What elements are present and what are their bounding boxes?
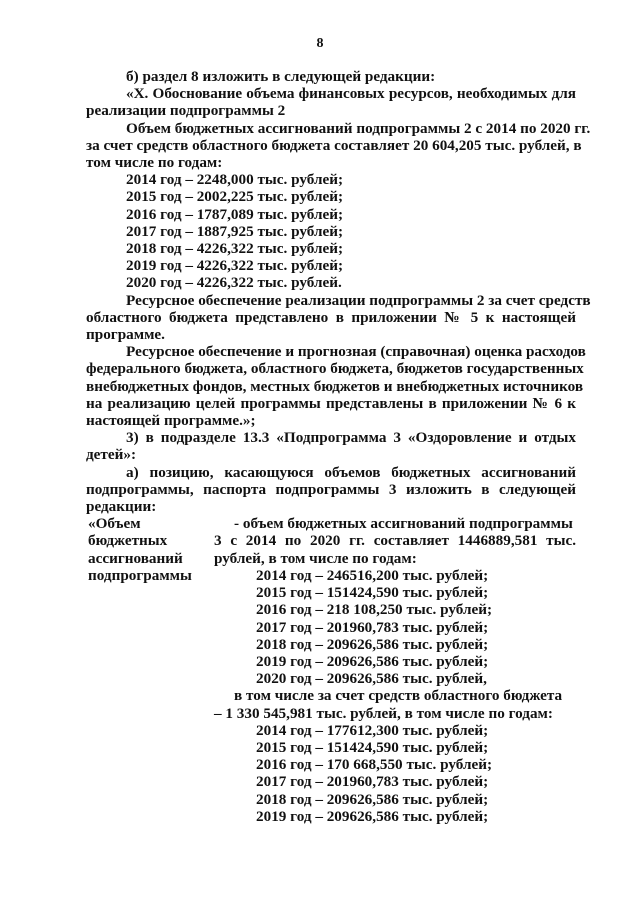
section-heading-line: «X. Обоснование объема финансовых ресурсов, необходимых для [126,85,576,103]
year-item: 2020 год – 209626,586 тыс. рублей, [256,670,487,688]
year-item: 2014 год – 246516,200 тыс. рублей; [256,566,489,584]
year-item: 2018 год – 209626,586 тыс. рублей; [256,790,489,808]
year-item: 2017 год – 201960,783 тыс. рублей; [256,773,489,791]
year-item: 2019 год – 209626,586 тыс. рублей; [256,652,489,670]
item-3 [86,429,576,463]
year-item: 2018 год – 4226,322 тыс. рублей; [126,240,344,258]
section-heading-line: реализации подпрограммы 2 [86,102,286,120]
label-line: бюджетных [88,532,168,550]
item-a [86,464,576,516]
year-item: 2016 год – 170 668,550 тыс. рублей; [256,756,493,774]
text-line: - объем бюджетных ассигнований подпрограммы [234,515,573,533]
year-item: 2018 год – 209626,586 тыс. рублей; [256,635,489,653]
intro-block [86,68,576,120]
year-item: 2015 год – 2002,225 тыс. рублей; [126,188,344,206]
year-item: 2015 год – 151424,590 тыс. рублей; [256,584,489,602]
text-line: – 1 330 545,981 тыс. рублей, в том числе по годам: [214,704,553,722]
resource-paragraph-1 [86,291,591,344]
year-item: 2015 год – 151424,590 тыс. рублей; [256,738,489,756]
document-body [86,68,591,825]
budget-paragraph [86,119,591,172]
year-item: 2019 год – 4226,322 тыс. рублей; [126,257,344,275]
resource-paragraph-2 [86,343,586,430]
text-line: Ресурсное обеспечение и прогнозная (справочная) оценка расходов [126,343,586,361]
year-item: 2016 год – 218 108,250 тыс. рублей; [256,601,493,619]
text-line: настоящей программе.»; [86,412,256,430]
label-line: подпрограммы [88,566,192,584]
text-line: Ресурсное обеспечение реализации подпрограммы 2 за счет средств [126,291,591,309]
text-line: подпрограммы, паспорта подпрограммы 3 изложить в следующей [86,480,576,498]
label-line: «Объем [88,515,141,533]
text-line: 3) в подразделе 13.3 «Подпрограмма 3 «Оздоровление и отдых [126,429,576,447]
text-line: Объем бюджетных ассигнований подпрограммы 2 с 2014 по 2020 гг. [126,119,591,137]
year-item: 2016 год – 1787,089 тыс. рублей; [126,205,344,223]
table-right-content [214,515,576,825]
text-line: за счет средств областного бюджета составляет 20 604,205 тыс. рублей, в [86,136,582,154]
text-line: детей»: [86,446,137,464]
year-list-subprogram-3 [214,567,576,687]
table-left-label [86,515,214,825]
page-number: 8 [316,36,324,51]
text-line: а) позицию, касающуюся объемов бюджетных ассигнований [126,463,576,481]
year-item: 2014 год – 2248,000 тыс. рублей; [126,171,344,189]
label-line: ассигнований [88,549,183,567]
year-item: 2014 год – 177612,300 тыс. рублей; [256,721,489,739]
year-list-regional [214,722,576,825]
text-line: рублей, в том числе по годам: [214,549,417,567]
passport-table [86,515,576,825]
year-item: 2019 год – 209626,586 тыс. рублей; [256,807,489,825]
text-line: областного бюджета представлено в приложении № 5 к настоящей [86,308,576,326]
text-line: редакции: [86,498,157,516]
year-item: 2017 год – 1887,925 тыс. рублей; [126,222,344,240]
text-line: на реализацию целей программы представлены в приложении № 6 к [86,394,576,412]
text-line: федерального бюджета, областного бюджета, бюджетов государственных [86,360,584,378]
text-line: в том числе за счет средств областного бюджета [234,687,563,705]
section-instruction: б) раздел 8 изложить в следующей редакции: [126,68,436,85]
text-line: программе. [86,326,165,344]
year-item: 2017 год – 201960,783 тыс. рублей; [256,618,489,636]
year-item: 2020 год – 4226,322 тыс. рублей. [126,274,342,292]
text-line: внебюджетных фондов, местных бюджетов и внебюджетных источников [86,377,584,395]
text-line: 3 с 2014 по 2020 гг. составляет 1446889,581 тыс. [214,532,576,550]
text-line: том числе по годам: [86,154,223,172]
year-list-subprogram-2 [86,171,576,291]
